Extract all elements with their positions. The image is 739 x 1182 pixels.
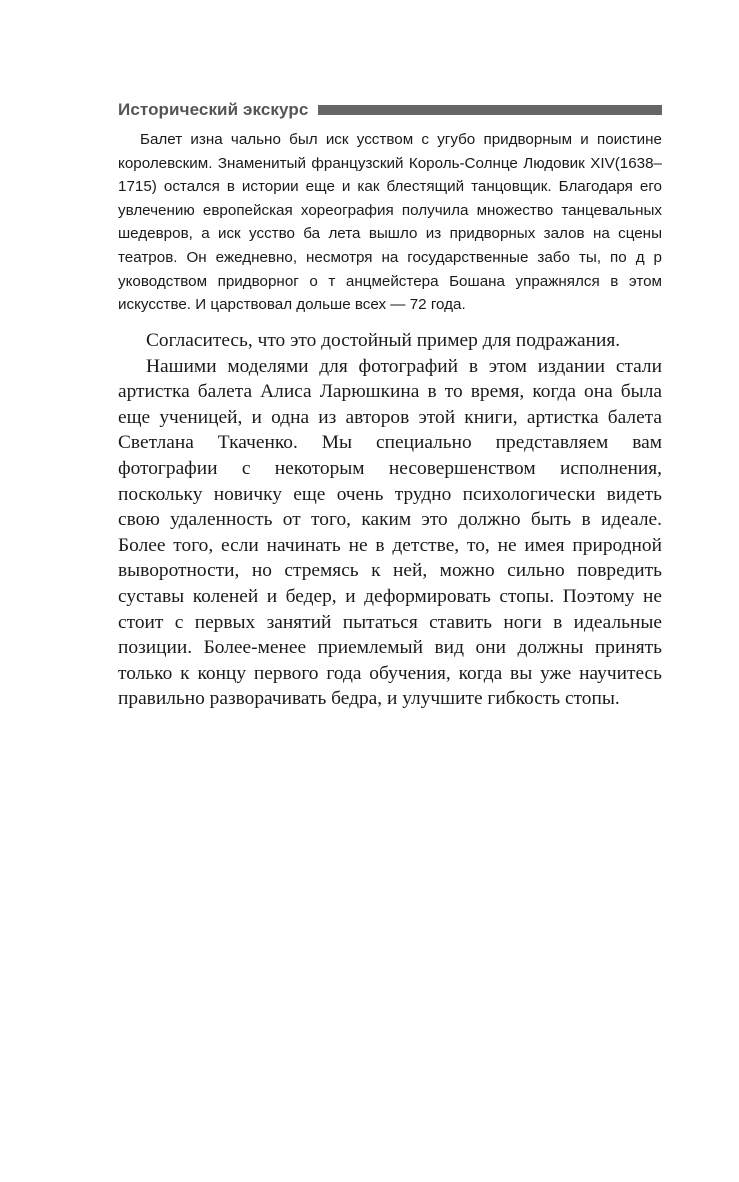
sidebar-title: Исторический экскурс bbox=[118, 100, 309, 119]
body-paragraph: Нашими моделями для фотографий в этом издании стали артистка балета Алиса Ларюшкина в то время, когда она была еще ученицей, и одна из авторов этой книги, артистка балета Светлана Ткаченко. Мы специально представляем вам фотографии с некоторым несовершенством исполнения, поскольку новичку еще очень трудно психологически видеть свою удаленность от того, каким это должно быть в идеале. Более того, если начинать не в детстве, то, не имея природной выворотности, но стремясь к ней, можно сильно повредить суставы коленей и бедер, и деформировать стопы. Поэтому не стоит с первых занятий пытаться ставить ноги в идеальные позиции. Более-менее приемлемый вид они должны принять только к концу первого года обучения, когда вы уже научитесь правильно разворачивать бедра, и улучшите гибкость стопы. bbox=[118, 355, 662, 710]
sidebar-title-rule bbox=[318, 105, 662, 115]
body-paragraph: Согласитесь, что это достойный пример для подражания. bbox=[146, 330, 621, 351]
body-text bbox=[118, 328, 662, 712]
sidebar-text: Балет изна чально был иск усством с угубо придворным и поистине королевским. Знаменитый французский Король-Солнце Людовик XIV(1638–1715) остался в истории еще и как блестящий танцовщик. Благодаря его увлечению европейская хореография получила множество танцевальных шедевров, а иск усство ба лета вышло из придворных залов на сцены театров. Он ежедневно, несмотря на государственные забо ты, по д р уководством придворног о т анцмейстера Бошана упражнялся в этом искусстве. И царствовал дольше всех — 72 года. bbox=[118, 131, 662, 314]
sidebar-header bbox=[118, 98, 662, 122]
